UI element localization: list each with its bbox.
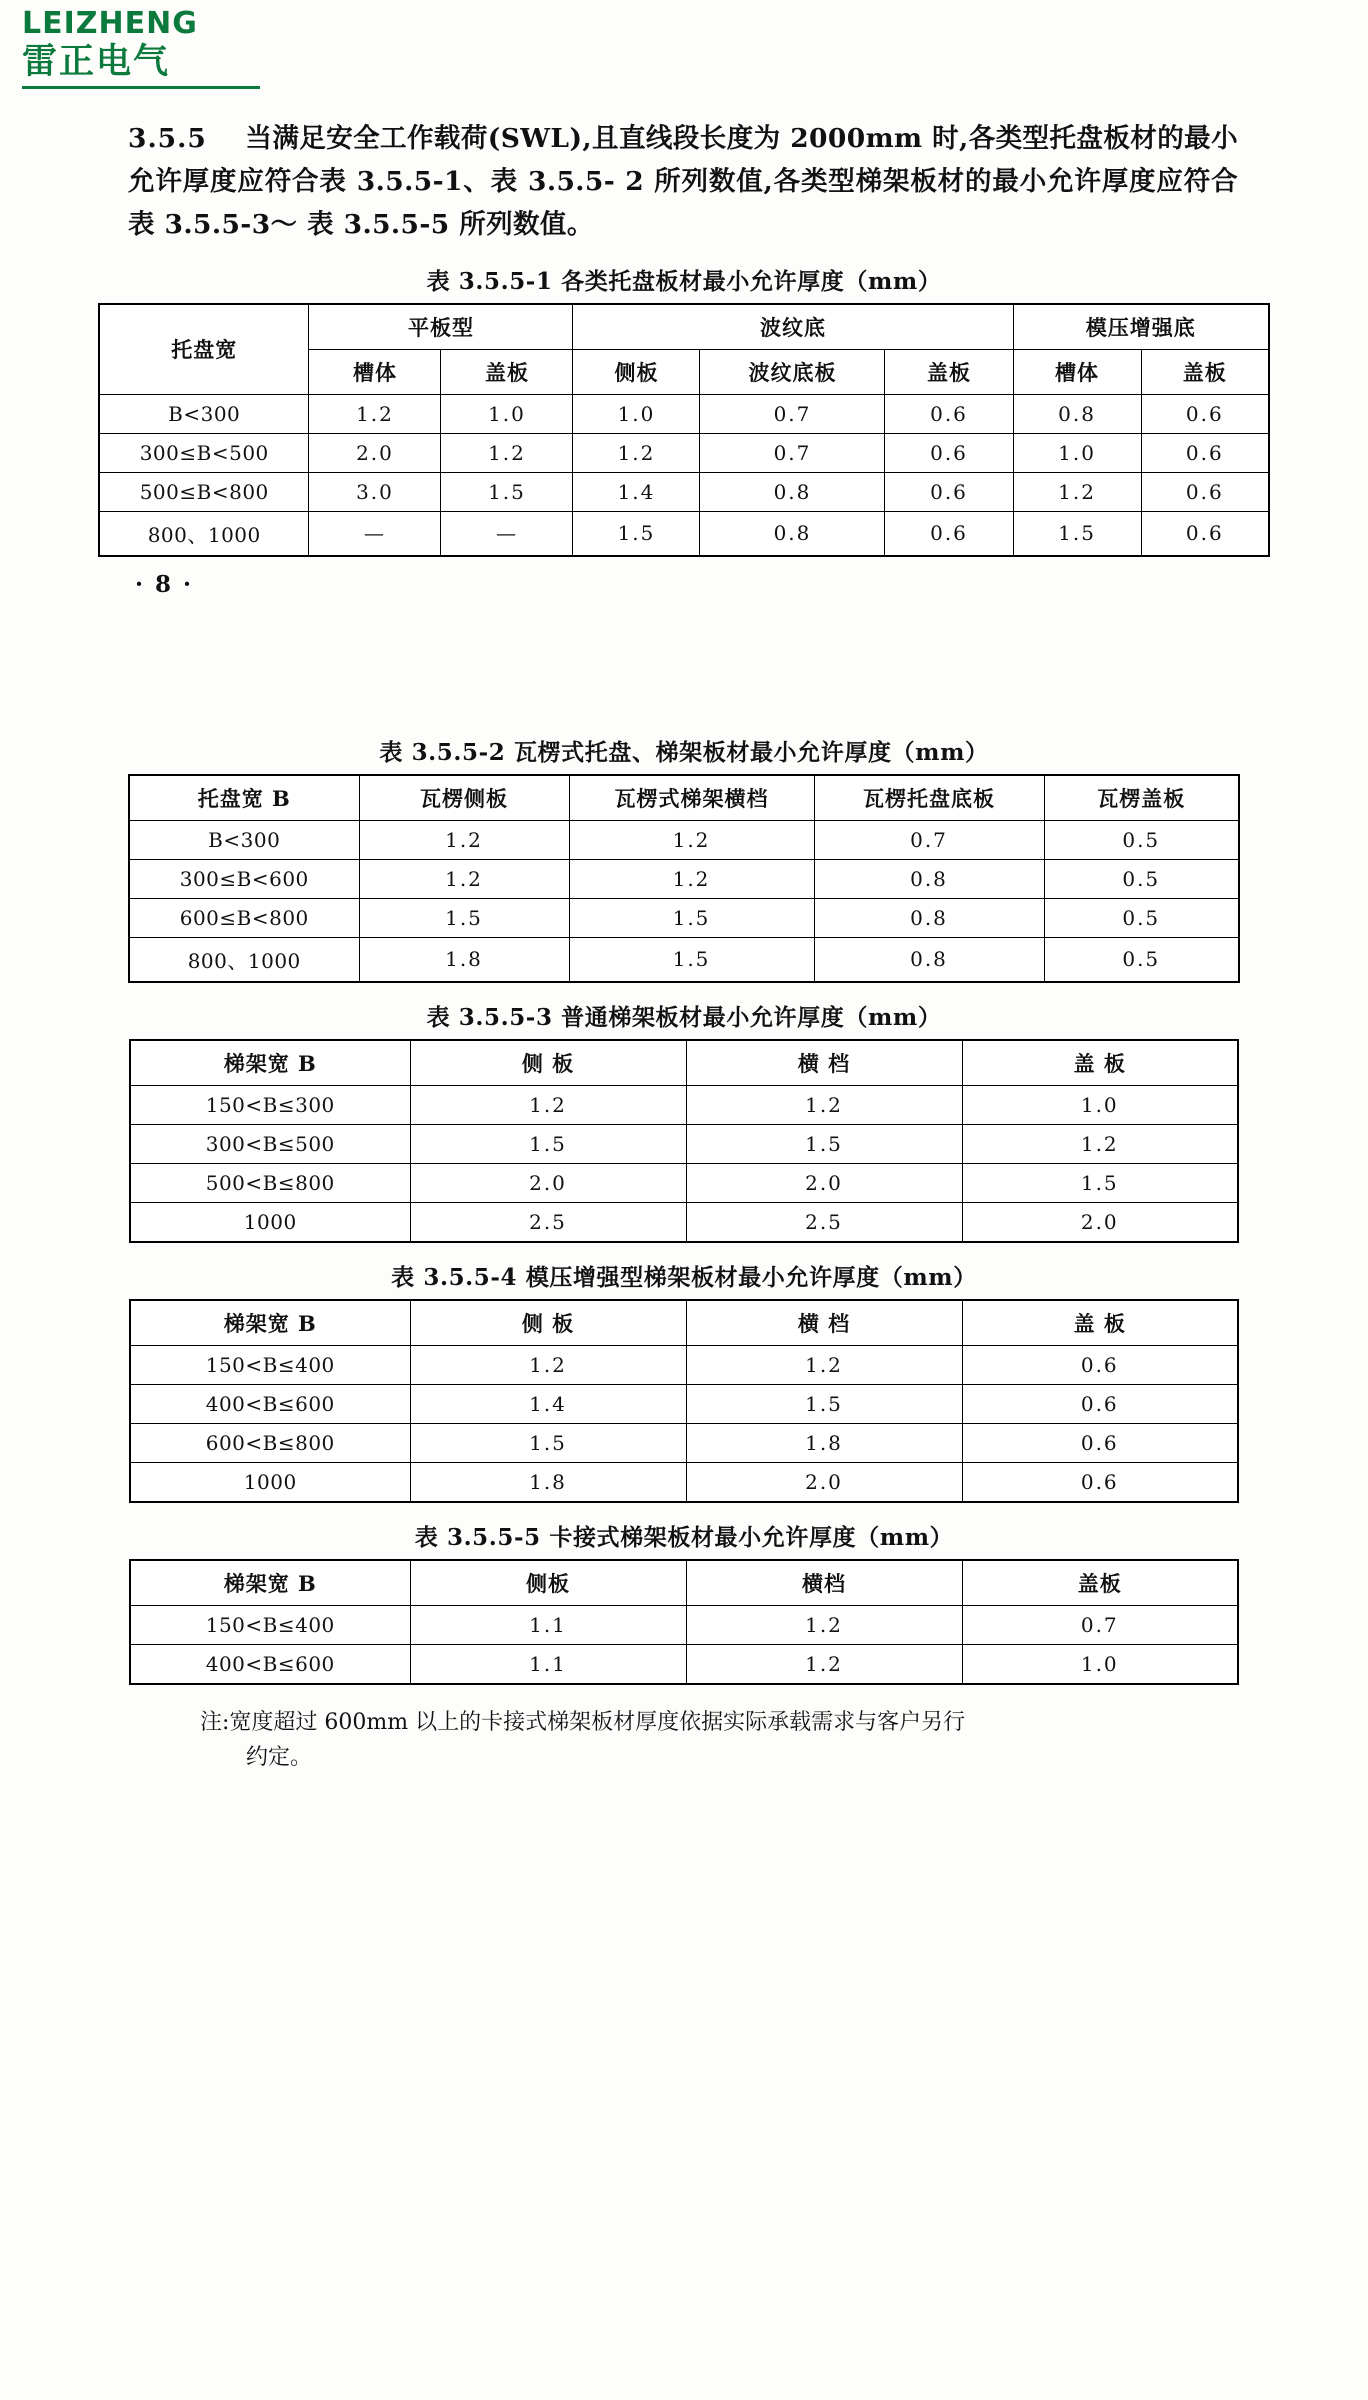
table-3 — [129, 1039, 1239, 1243]
table-2-head-1: 瓦楞侧板 — [359, 775, 569, 821]
table-3-cell-1-2: 1.2 — [962, 1124, 1238, 1163]
table-1-cell-2-2: 1.4 — [573, 472, 700, 511]
table-1-cell-3-4: 0.6 — [885, 511, 1013, 556]
table-4-head-3: 盖 板 — [962, 1300, 1238, 1346]
table-row — [130, 1462, 1238, 1502]
table-5-cell-0-0: 1.1 — [410, 1605, 686, 1644]
table-2-head-3: 瓦楞托盘底板 — [814, 775, 1044, 821]
table-4-head-1: 侧 板 — [410, 1300, 686, 1346]
table-3-row-1-label: 300<B≤500 — [130, 1124, 410, 1163]
table-row — [130, 1040, 1238, 1086]
table-row — [130, 1605, 1238, 1644]
table-1-cell-1-3: 0.7 — [700, 433, 885, 472]
table-row — [129, 937, 1239, 982]
table-row — [130, 1085, 1238, 1124]
table-2-cell-0-3: 0.5 — [1044, 820, 1239, 859]
table-row — [130, 1345, 1238, 1384]
table-2-cell-3-3: 0.5 — [1044, 937, 1239, 982]
table-3-row-3-label: 1000 — [130, 1202, 410, 1242]
clause-line-4: 表 3.5.5-5 所列数值。 — [307, 208, 594, 240]
table-4-row-1-label: 400<B≤600 — [130, 1384, 410, 1423]
table-row — [129, 820, 1239, 859]
table-2-cell-0-0: 1.2 — [359, 820, 569, 859]
table-3-cell-3-0: 2.5 — [410, 1202, 686, 1242]
table-3-caption: 表 3.5.5-3 普通梯架板材最小允许厚度（mm） — [426, 1003, 942, 1031]
table-4-cell-0-0: 1.2 — [410, 1345, 686, 1384]
table-4-head-2: 横 档 — [686, 1300, 962, 1346]
table-5-head-2: 横档 — [686, 1560, 962, 1606]
table-1-cell-2-6: 0.6 — [1141, 472, 1269, 511]
table-4-row-0-label: 150<B≤400 — [130, 1345, 410, 1384]
clause-number: 3.5.5 — [128, 123, 207, 154]
table-4-cell-3-2: 0.6 — [962, 1462, 1238, 1502]
table-4-cell-1-1: 1.5 — [686, 1384, 962, 1423]
table-2-cell-2-2: 0.8 — [814, 898, 1044, 937]
table-1-cell-1-0: 2.0 — [309, 433, 441, 472]
page-number: · 8 · — [135, 570, 194, 598]
table-3-cell-3-2: 2.0 — [962, 1202, 1238, 1242]
table-1-cell-2-5: 1.2 — [1013, 472, 1141, 511]
table-1-sub-3: 侧板 — [573, 349, 700, 394]
table-1-cell-3-1: — — [441, 511, 573, 556]
table-3-row-2-label: 500<B≤800 — [130, 1163, 410, 1202]
table-4-cell-1-0: 1.4 — [410, 1384, 686, 1423]
table-row — [129, 775, 1239, 821]
table-3-cell-0-1: 1.2 — [686, 1085, 962, 1124]
table-1-head-corrugated: 波纹底 — [573, 304, 1013, 350]
table-row — [130, 1163, 1238, 1202]
table-row — [99, 472, 1269, 511]
table-2-cell-3-0: 1.8 — [359, 937, 569, 982]
table-4-cell-3-1: 2.0 — [686, 1462, 962, 1502]
table-2-head-2: 瓦楞式梯架横档 — [569, 775, 814, 821]
table-1-cell-1-5: 1.0 — [1013, 433, 1141, 472]
table-1-cell-0-2: 1.0 — [573, 394, 700, 433]
table-2-row-2-label: 600≤B<800 — [129, 898, 359, 937]
table-3-cell-1-0: 1.5 — [410, 1124, 686, 1163]
table-note — [200, 1705, 1208, 1775]
table-2-cell-1-3: 0.5 — [1044, 859, 1239, 898]
table-1-row-1-label: 300≤B<500 — [99, 433, 309, 472]
table-2-cell-2-3: 0.5 — [1044, 898, 1239, 937]
table-1-row-3-label: 800、1000 — [99, 511, 309, 556]
table-1-sub-4: 波纹底板 — [700, 349, 885, 394]
table-row — [129, 859, 1239, 898]
table-4-cell-1-2: 0.6 — [962, 1384, 1238, 1423]
table-1-cell-3-6: 0.6 — [1141, 511, 1269, 556]
table-1 — [98, 303, 1270, 557]
table-3-cell-1-1: 1.5 — [686, 1124, 962, 1163]
table-1-sub-2: 盖板 — [441, 349, 573, 394]
table-4-cell-3-0: 1.8 — [410, 1462, 686, 1502]
table-1-sub-5: 盖板 — [885, 349, 1013, 394]
table-3-cell-0-0: 1.2 — [410, 1085, 686, 1124]
table-1-sub-7: 盖板 — [1141, 349, 1269, 394]
table-2-cell-2-1: 1.5 — [569, 898, 814, 937]
table-2 — [128, 774, 1240, 983]
table-row — [99, 511, 1269, 556]
table-4-cell-2-1: 1.8 — [686, 1423, 962, 1462]
table-5-head-1: 侧板 — [410, 1560, 686, 1606]
table-1-cell-1-2: 1.2 — [573, 433, 700, 472]
company-logo — [22, 8, 272, 89]
table-4-cell-2-0: 1.5 — [410, 1423, 686, 1462]
table-1-cell-0-3: 0.7 — [700, 394, 885, 433]
clause-line-3: 2 所列数值,各类型梯架板材的最小允许厚度应符合表 3.5.5-3～ — [128, 165, 1238, 240]
clause-line-1: 当满足安全工作载荷(SWL),且直线段长度为 2000mm — [245, 123, 923, 154]
table-4-cell-0-1: 1.2 — [686, 1345, 962, 1384]
table-5-caption: 表 3.5.5-5 卡接式梯架板材最小允许厚度（mm） — [414, 1523, 954, 1551]
table-5-cell-1-0: 1.1 — [410, 1644, 686, 1684]
table-4-caption: 表 3.5.5-4 模压增强型梯架板材最小允许厚度（mm） — [391, 1263, 977, 1291]
table-3-cell-2-0: 2.0 — [410, 1163, 686, 1202]
table-1-cell-0-6: 0.6 — [1141, 394, 1269, 433]
table-4-head-0: 梯架宽 B — [130, 1300, 410, 1346]
table-3-cell-3-1: 2.5 — [686, 1202, 962, 1242]
page-break-gap — [0, 598, 1368, 718]
table-row — [99, 304, 1269, 350]
table-row — [99, 394, 1269, 433]
table-4-cell-0-2: 0.6 — [962, 1345, 1238, 1384]
table-1-cell-2-0: 3.0 — [309, 472, 441, 511]
table-1-cell-3-2: 1.5 — [573, 511, 700, 556]
note-line-2: 约定。 — [246, 1744, 313, 1770]
table-2-cell-3-2: 0.8 — [814, 937, 1044, 982]
table-5-row-0-label: 150<B≤400 — [130, 1605, 410, 1644]
table-2-cell-0-2: 0.7 — [814, 820, 1044, 859]
table-5-cell-0-2: 0.7 — [962, 1605, 1238, 1644]
table-1-caption: 表 3.5.5-1 各类托盘板材最小允许厚度（mm） — [426, 267, 942, 295]
table-2-cell-3-1: 1.5 — [569, 937, 814, 982]
table-2-caption: 表 3.5.5-2 瓦楞式托盘、梯架板材最小允许厚度（mm） — [379, 738, 989, 766]
table-3-row-0-label: 150<B≤300 — [130, 1085, 410, 1124]
table-row — [130, 1202, 1238, 1242]
clause-paragraph — [128, 118, 1238, 247]
logo-latin-text: LEIZHENG — [22, 6, 198, 41]
table-row — [130, 1300, 1238, 1346]
table-2-row-3-label: 800、1000 — [129, 937, 359, 982]
table-2-row-0-label: B<300 — [129, 820, 359, 859]
table-1-head-molded: 模压增强底 — [1013, 304, 1269, 350]
table-1-cell-1-6: 0.6 — [1141, 433, 1269, 472]
table-4-cell-2-2: 0.6 — [962, 1423, 1238, 1462]
table-2-head-0: 托盘宽 B — [129, 775, 359, 821]
table-4-row-3-label: 1000 — [130, 1462, 410, 1502]
table-5-row-1-label: 400<B≤600 — [130, 1644, 410, 1684]
table-2-cell-2-0: 1.5 — [359, 898, 569, 937]
table-row — [130, 1423, 1238, 1462]
table-3-cell-2-1: 2.0 — [686, 1163, 962, 1202]
table-1-cell-3-5: 1.5 — [1013, 511, 1141, 556]
table-5-cell-0-1: 1.2 — [686, 1605, 962, 1644]
table-row — [130, 1560, 1238, 1606]
table-1-cell-0-0: 1.2 — [309, 394, 441, 433]
table-3-cell-2-2: 1.5 — [962, 1163, 1238, 1202]
table-5-head-0: 梯架宽 B — [130, 1560, 410, 1606]
table-5-cell-1-2: 1.0 — [962, 1644, 1238, 1684]
table-1-cell-3-3: 0.8 — [700, 511, 885, 556]
table-4 — [129, 1299, 1239, 1503]
table-row — [130, 1644, 1238, 1684]
clause-line-2: 时,各类型托盘板材的最小允许厚度应符合表 3.5.5-1、表 3.5.5- — [128, 123, 1238, 197]
table-row — [129, 898, 1239, 937]
table-2-cell-1-2: 0.8 — [814, 859, 1044, 898]
table-1-head-flat: 平板型 — [309, 304, 573, 350]
logo-underline — [22, 86, 260, 89]
table-2-row-1-label: 300≤B<600 — [129, 859, 359, 898]
table-3-head-1: 侧 板 — [410, 1040, 686, 1086]
table-1-head-width: 托盘宽 — [99, 304, 309, 395]
logo-chinese-text: 雷正电气 — [22, 41, 171, 82]
table-2-cell-1-0: 1.2 — [359, 859, 569, 898]
table-1-cell-1-4: 0.6 — [885, 433, 1013, 472]
table-1-cell-1-1: 1.2 — [441, 433, 573, 472]
table-3-head-0: 梯架宽 B — [130, 1040, 410, 1086]
table-1-cell-2-1: 1.5 — [441, 472, 573, 511]
table-2-cell-1-1: 1.2 — [569, 859, 814, 898]
table-1-row-2-label: 500≤B<800 — [99, 472, 309, 511]
table-row — [130, 1384, 1238, 1423]
table-5-cell-1-1: 1.2 — [686, 1644, 962, 1684]
table-1-cell-0-5: 0.8 — [1013, 394, 1141, 433]
table-4-row-2-label: 600<B≤800 — [130, 1423, 410, 1462]
table-5-head-3: 盖板 — [962, 1560, 1238, 1606]
table-1-cell-2-4: 0.6 — [885, 472, 1013, 511]
table-1-cell-0-1: 1.0 — [441, 394, 573, 433]
table-1-cell-0-4: 0.6 — [885, 394, 1013, 433]
table-1-row-0-label: B<300 — [99, 394, 309, 433]
table-2-head-4: 瓦楞盖板 — [1044, 775, 1239, 821]
table-3-head-3: 盖 板 — [962, 1040, 1238, 1086]
table-3-cell-0-2: 1.0 — [962, 1085, 1238, 1124]
table-1-cell-2-3: 0.8 — [700, 472, 885, 511]
table-row — [99, 433, 1269, 472]
note-line-1: 注:宽度超过 600mm 以上的卡接式梯架板材厚度依据实际承载需求与客户另行 — [200, 1709, 966, 1735]
table-3-head-2: 横 档 — [686, 1040, 962, 1086]
table-1-cell-3-0: — — [309, 511, 441, 556]
table-1-sub-6: 槽体 — [1013, 349, 1141, 394]
table-5 — [129, 1559, 1239, 1685]
table-2-cell-0-1: 1.2 — [569, 820, 814, 859]
table-1-sub-1: 槽体 — [309, 349, 441, 394]
table-row — [130, 1124, 1238, 1163]
